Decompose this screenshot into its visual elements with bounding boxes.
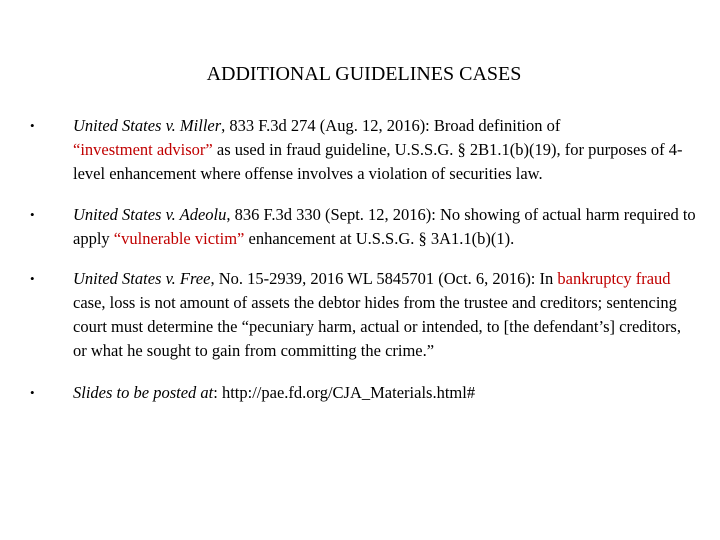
slides-separator: : <box>213 383 222 402</box>
case-summary: enhancement at U.S.S.G. § 3A1.1(b)(1). <box>244 229 515 248</box>
case-summary: case, loss is not amount of assets the debtor hides from the trustee and creditors; sentencing court must determine the “pecuniary harm, actual or intended, to [the defendant’s] creditors, or what he sought to gain from committing the crime.” <box>73 293 681 360</box>
bullet-dot: • <box>30 207 35 222</box>
bullet-dot: • <box>30 385 35 400</box>
highlight-term: “vulnerable victim” <box>113 229 245 248</box>
case-citation: , No. 15-2939, 2016 WL 5845701 (Oct. 6, 2016): In <box>210 269 558 288</box>
case-name: United States v. Free <box>73 269 211 288</box>
case-text <box>73 203 698 251</box>
case-name: United States v. Miller <box>73 116 222 135</box>
slide-title: ADDITIONAL GUIDELINES CASES <box>206 63 522 85</box>
bullet-dot: • <box>30 118 35 133</box>
slides-url[interactable]: http://pae.fd.org/CJA_Materials.html# <box>221 383 476 402</box>
case-text <box>73 114 698 186</box>
bullet-dot: • <box>30 271 35 286</box>
slides-note <box>73 381 698 405</box>
highlight-term: bankruptcy fraud <box>557 269 671 288</box>
case-citation: , 833 F.3d 274 (Aug. 12, 2016): Broad definition of <box>221 116 561 135</box>
case-name: United States v. Adeolu <box>73 205 227 224</box>
case-summary: as used in fraud guideline, U.S.S.G. § 2B1.1(b)(19), for purposes of 4-level enhancement where offense involves a violation of securities law. <box>73 140 683 183</box>
highlight-term: “investment advisor” <box>73 140 213 159</box>
case-citation: , 836 F.3d 330 (Sept. 12, 2016): No showing of actual harm required to apply <box>73 205 696 248</box>
slides-label: Slides to be posted at <box>73 383 214 402</box>
case-text <box>73 267 698 363</box>
